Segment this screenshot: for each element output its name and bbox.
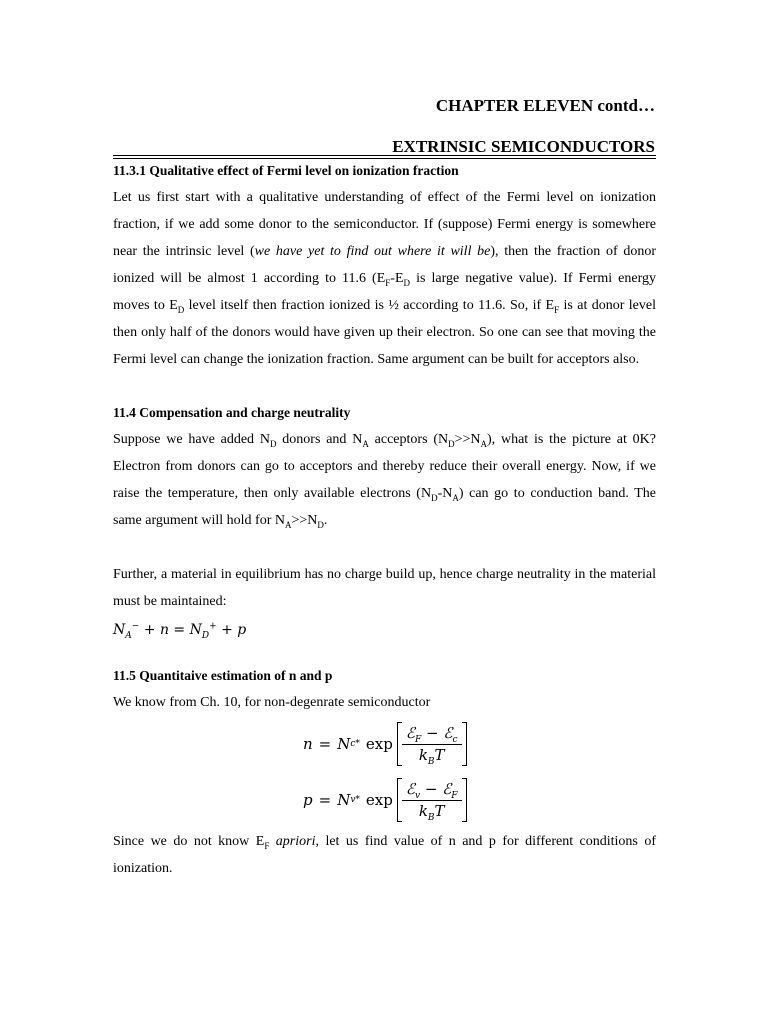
title-rule-top [113, 155, 656, 156]
paragraph-ch10-reference: We know from Ch. 10, for non-degenrate semiconductor [113, 695, 431, 710]
document-body [113, 158, 656, 882]
paragraph-charge-neutrality: Further, a material in equilibrium has no charge build up, hence charge neutrality in the material must be maintained: [113, 567, 656, 609]
equations-n-p [303, 716, 656, 828]
paragraph-fermi-ionization: Let us first start with a qualitative understanding of effect of the Fermi level on ionization fraction, if we add some donor to the semiconductor. If (suppose) Fermi energy is somewhere near the intrinsic level (we have yet to find out where it will be), then the fraction of donor ionized will be almost 1 according to 11.6 ($E_F-E_D$ is large negative value). If Fermi energy moves to $E_D$ level itself then fraction ionized is ½ according to 11.6. So, if $E_F$ is at donor level then only half of the donors would have given up their electron. So one can see that moving the Fermi level can change the ionization fraction. Same argument can be built for acceptors also. [113, 190, 656, 367]
page-title: EXTRINSIC SEMICONDUCTORS [392, 137, 655, 156]
equation-n: n = N c * exp $\frac{ℰ_F - ℰ_c}{k_BT}$ [303, 716, 656, 772]
chapter-heading: CHAPTER ELEVEN contd… [435, 96, 655, 115]
section-heading-11-3-1: 11.3.1 Qualitative effect of Fermi level on ionization fraction [113, 163, 459, 178]
paragraph-compensation: Suppose we have added $N_D$ donors and $N_A$ acceptors $(N_D>>N_A)$, what is the picture at 0K? Electron from donors can go to acceptors and thereby reduce their overall energy. Now, if we raise the temperature, then only available electrons $(N_D-N_A)$ can go to conduction band. The same argument will hold for $N_A>>N_D$. [113, 432, 656, 530]
equation-p: p = N v * exp $\frac{ℰ_v - ℰ_F}{k_BT}$ [303, 772, 656, 828]
paragraph-apriori: Since we do not know $E_F$ apriori, let us find value of n and p for different conditions of ionization. [113, 834, 657, 876]
section-heading-11-5: 11.5 Quantitaive estimation of n and p [113, 668, 333, 683]
section-heading-11-4: 11.4 Compensation and charge neutrality [113, 405, 351, 420]
equation-charge-neutrality: $N_A^- + n = N_D^+ + p$ [113, 621, 247, 641]
